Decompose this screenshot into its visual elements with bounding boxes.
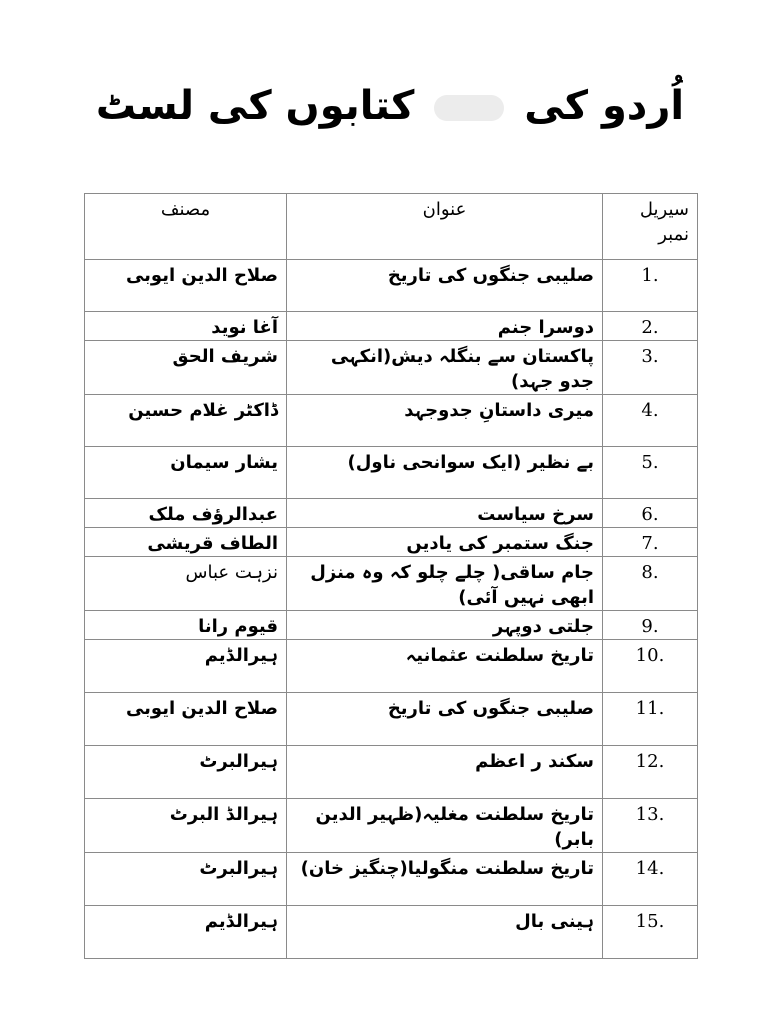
table-row [85,799,698,853]
serial-cell: 5. [603,447,698,499]
author-cell: ہیرالڈیم [85,640,287,693]
header-serial: سیریل نمبر [603,194,698,260]
table-row [85,853,698,906]
title-cell: تاریخ سلطنت منگولیا(چنگیز خان) [287,853,603,906]
title-cell: جنگ ستمبر کی یادیں [287,528,603,557]
header-title: عنوان [287,194,603,260]
title-cell: جام ساقی( چلے چلو کہ وہ منزل ابھی نہیں آئی) [287,557,603,611]
serial-cell: 7. [603,528,698,557]
title-cell: سرخ سیاست [287,499,603,528]
table-row [85,395,698,447]
author-cell: ہیرالڈیم [85,906,287,959]
serial-cell: 9. [603,611,698,640]
author-cell: ہیرالبرٹ [85,853,287,906]
table-body [85,260,698,959]
serial-cell: 12. [603,746,698,799]
author-cell: عبدالرؤف ملک [85,499,287,528]
author-cell: صلاح الدین ایوبی [85,693,287,746]
author-cell: آغا نوید [85,312,287,341]
table-row [85,528,698,557]
title-cell: تاریخ سلطنت مغلیہ(ظہیر الدین بابر) [287,799,603,853]
serial-cell: 3. [603,341,698,395]
title-cell: دوسرا جنم [287,312,603,341]
author-cell: الطاف قریشی [85,528,287,557]
title-part-2: کتابوں کی لسٹ [95,83,415,129]
table-row [85,260,698,312]
table-row [85,640,698,693]
title-cell: پاکستان سے بنگلہ دیش(انکہی جدو جہد) [287,341,603,395]
serial-cell: 2. [603,312,698,341]
header-author: مصنف [85,194,287,260]
table-row [85,693,698,746]
serial-cell: 13. [603,799,698,853]
serial-cell: 1. [603,260,698,312]
book-list-table [84,193,698,959]
author-cell: ڈاکٹر غلام حسین [85,395,287,447]
table-row [85,341,698,395]
table-header-row [85,194,698,260]
title-cell: صلیبی جنگوں کی تاریخ [287,693,603,746]
table-row [85,499,698,528]
serial-cell: 14. [603,853,698,906]
title-cell: صلیبی جنگوں کی تاریخ [287,260,603,312]
title-cell: ہینی بال [287,906,603,959]
page-title [84,82,696,182]
serial-cell: 10. [603,640,698,693]
table-row [85,312,698,341]
author-cell: یشار سیمان [85,447,287,499]
title-cell: جلتی دوپہر [287,611,603,640]
table-row [85,906,698,959]
title-cell: میری داستانِ جدوجہد [287,395,603,447]
serial-cell: 6. [603,499,698,528]
author-cell: ہیرالڈ البرٹ [85,799,287,853]
author-cell: شریف الحق [85,341,287,395]
author-cell: قیوم رانا [85,611,287,640]
table-row [85,746,698,799]
serial-cell: 11. [603,693,698,746]
title-cell: سکند ر اعظم [287,746,603,799]
title-part-1: اُردو کی [524,83,685,129]
author-cell: ہیرالبرٹ [85,746,287,799]
title-cell: تاریخ سلطنت عثمانیہ [287,640,603,693]
table-row [85,447,698,499]
redacted-word [434,95,504,121]
table-row [85,557,698,611]
author-cell: نزہت عباس [85,557,287,611]
serial-cell: 15. [603,906,698,959]
serial-cell: 8. [603,557,698,611]
author-cell: صلاح الدین ایوبی [85,260,287,312]
serial-cell: 4. [603,395,698,447]
title-cell: بے نظیر (ایک سوانحی ناول) [287,447,603,499]
table-row [85,611,698,640]
